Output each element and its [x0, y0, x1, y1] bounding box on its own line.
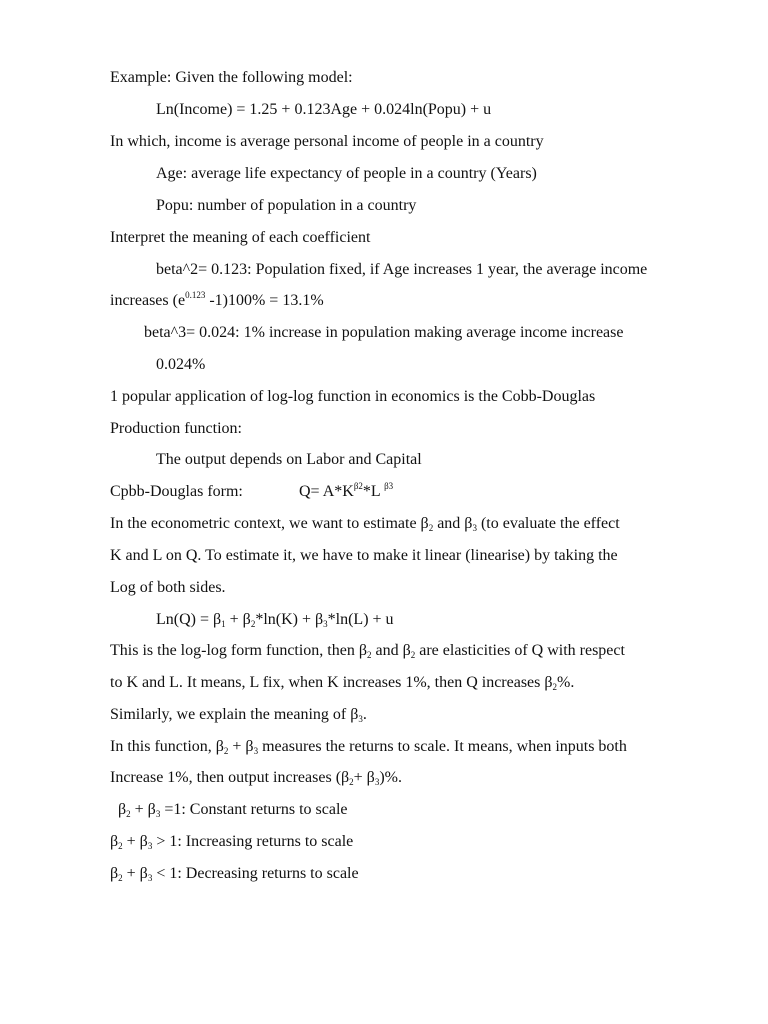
exponent: 0.123	[185, 290, 206, 300]
subscript: 2	[250, 619, 256, 629]
subscript: 2	[367, 650, 372, 660]
subscript: 2	[428, 523, 434, 533]
text-run: Ln(Q) = β	[156, 611, 222, 628]
subscript: 3	[147, 873, 153, 883]
log-both-sides: Log of both sides.	[110, 579, 226, 596]
text-run: + β	[130, 801, 156, 818]
subscript: 2	[552, 682, 558, 692]
text-run: Q= A*K	[299, 483, 354, 500]
econometric-context	[110, 514, 620, 534]
linearise-text: K and L on Q. To estimate it, we have to make it linear (linearise) by taking the	[110, 547, 618, 564]
text-run: *L	[362, 483, 385, 500]
text-run: =1: Constant returns to scale	[160, 801, 348, 818]
text-run: *ln(L) + u	[327, 611, 394, 628]
text-run: are elasticities of Q with respect	[415, 642, 625, 659]
subscript: 1	[221, 619, 226, 629]
text-run: to K and L. It means, L fix, when K increases 1%, then Q increases β	[110, 674, 553, 691]
text-run: β	[110, 865, 119, 882]
text-run: In this function, β	[110, 738, 224, 755]
form-label: Cpbb-Douglas form:	[110, 483, 243, 500]
subscript: 2	[410, 650, 416, 660]
text-run: + β	[122, 833, 148, 850]
model-equation: Ln(Income) = 1.25 + 0.123Age + 0.024ln(Popu) + u	[156, 101, 492, 118]
subscript: 3	[253, 746, 259, 756]
returns-to-scale-text	[110, 737, 627, 757]
output-dependency: The output depends on Labor and Capital	[156, 451, 422, 468]
text-run: Similarly, we explain the meaning of β	[110, 706, 359, 723]
form-formula	[299, 482, 393, 502]
text-run: and β	[433, 515, 473, 532]
text-run: + β	[122, 865, 148, 882]
subscript: 3	[358, 714, 363, 724]
subscript: 3	[147, 841, 153, 851]
log-log-equation	[156, 610, 394, 630]
text-run: measures the returns to scale. It means, when inputs both	[258, 738, 627, 755]
text-run: .	[362, 706, 367, 723]
text-run: + β	[225, 611, 251, 628]
text-run: -1)100% = 13.1%	[205, 292, 324, 309]
production-function-label: Production function:	[110, 420, 242, 437]
subscript: 2	[118, 873, 123, 883]
income-definition: In which, income is average personal income of people in a country	[110, 133, 544, 150]
text-run: > 1: Increasing returns to scale	[152, 833, 354, 850]
exponent: β3	[384, 481, 394, 491]
subscript: 2	[223, 746, 229, 756]
subscript: 3	[323, 619, 328, 629]
subscript: 2	[126, 809, 131, 819]
text-run: and β	[371, 642, 411, 659]
constant-returns	[118, 800, 348, 820]
example-heading: Example: Given the following model:	[110, 69, 353, 86]
text-run: )%.	[379, 769, 402, 786]
cobb-douglas-intro: 1 popular application of log-log function in economics is the Cobb-Douglas	[110, 388, 596, 405]
beta2-interpretation-continued	[110, 291, 324, 311]
subscript: 3	[155, 809, 161, 819]
text-run: + β	[228, 738, 254, 755]
exponent: β2	[353, 481, 363, 491]
elasticity-text	[110, 641, 625, 661]
decreasing-returns	[110, 864, 359, 884]
beta3-meaning	[110, 705, 367, 725]
subscript: 3	[472, 523, 477, 533]
text-run: %.	[557, 674, 575, 691]
beta2-interpretation: beta^2= 0.123: Population fixed, if Age increases 1 year, the average income	[156, 261, 648, 278]
text-run: β	[110, 833, 119, 850]
text-run: In the econometric context, we want to estimate β	[110, 515, 429, 532]
text-run: This is the log-log form function, then β	[110, 642, 367, 659]
beta3-interpretation-continued: 0.024%	[156, 356, 206, 373]
subscript: 2	[349, 777, 354, 787]
text-run: β	[118, 801, 127, 818]
text-run: < 1: Decreasing returns to scale	[152, 865, 359, 882]
text-run: Increase 1%, then output increases (β	[110, 769, 350, 786]
subscript: 3	[374, 777, 380, 787]
text-run: (to evaluate the effect	[476, 515, 620, 532]
age-definition: Age: average life expectancy of people in a country (Years)	[156, 165, 537, 182]
interpret-heading: Interpret the meaning of each coefficient	[110, 229, 371, 246]
subscript: 2	[118, 841, 123, 851]
popu-definition: Popu: number of population in a country	[156, 197, 417, 214]
increasing-returns	[110, 832, 353, 852]
text-run: increases (e	[110, 292, 186, 309]
text-run: *ln(K) + β	[255, 611, 324, 628]
beta3-interpretation: beta^3= 0.024: 1% increase in population making average income increase	[144, 324, 624, 341]
text-run: + β	[353, 769, 375, 786]
output-increase-text	[110, 768, 402, 788]
elasticity-meaning	[110, 673, 574, 693]
